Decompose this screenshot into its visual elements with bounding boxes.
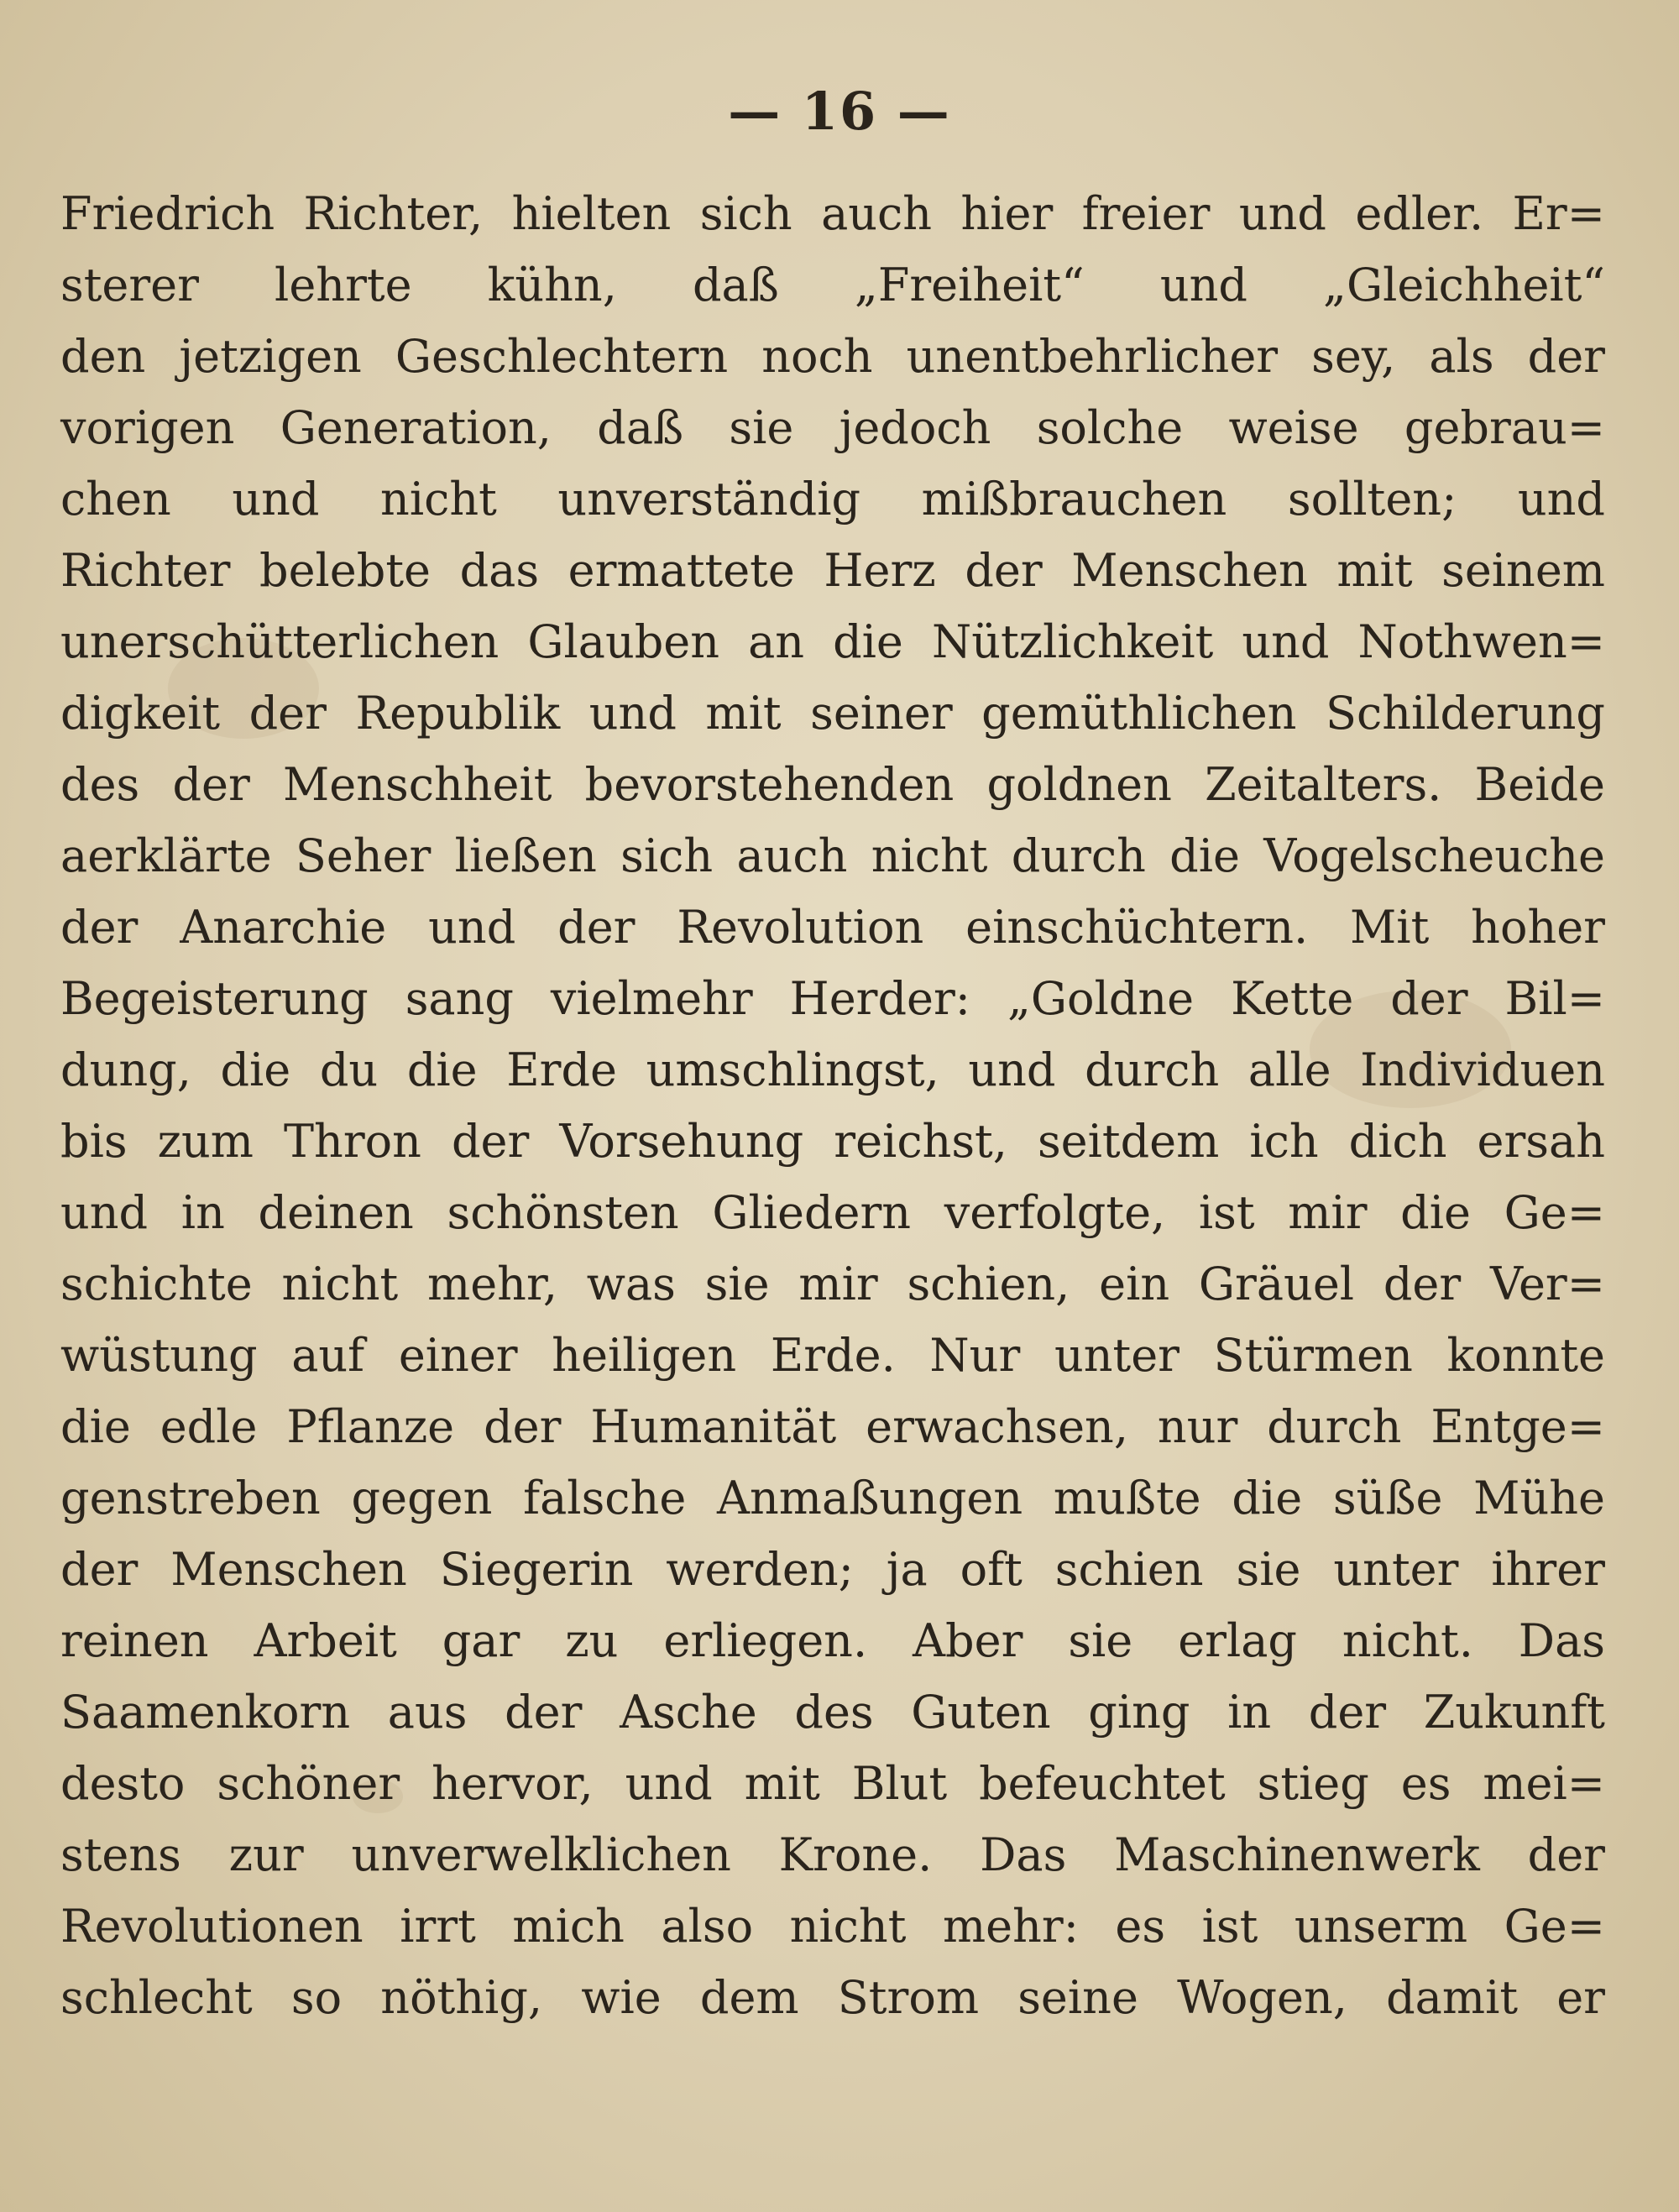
text-line: dung, die du die Erde umschlingst, und durch alle Individuen [60,1043,1605,1096]
text-line: genstreben gegen falsche Anmaßungen mußte die süße Mühe [60,1472,1605,1524]
page-number: — 16 — [728,81,951,142]
text-line: Saamenkorn aus der Asche des Guten ging in der Zukunft [60,1686,1605,1739]
text-line: Revolutionen irrt mich also nicht mehr: es ist unserm Ge= [60,1900,1605,1953]
text-line: und in deinen schönsten Gliedern verfolgte, ist mir die Ge= [60,1186,1605,1239]
text-line: Friedrich Richter, hielten sich auch hier freier und edler. Er= [60,187,1605,240]
text-line: wüstung auf einer heiligen Erde. Nur unter Stürmen konnte [60,1329,1605,1382]
text-line: digkeit der Republik und mit seiner gemüthlichen Schilderung [60,687,1605,740]
text-line: des der Menschheit bevorstehenden goldnen Zeitalters. Beide [60,758,1605,811]
text-line: den jetzigen Geschlechtern noch unentbehrlicher sey, als der [60,330,1605,383]
text-line: Richter belebte das ermattete Herz der Menschen mit seinem [60,544,1605,597]
text-line: sterer lehrte kühn, daß „Freiheit“ und „Gleichheit“ [60,259,1605,311]
text-line: desto schöner hervor, und mit Blut befeuchtet stieg es mei= [60,1757,1605,1810]
text-line: schlecht so nöthig, wie dem Strom seine Wogen, damit er [60,1971,1605,2024]
text-line: Begeisterung sang vielmehr Herder: „Goldne Kette der Bil= [60,972,1605,1025]
text-line: aerklärte Seher ließen sich auch nicht durch die Vogelscheuche [60,829,1605,882]
text-line: bis zum Thron der Vorsehung reichst, seitdem ich dich ersah [60,1115,1605,1168]
text-line: stens zur unverwelklichen Krone. Das Maschinenwerk der [60,1828,1605,1881]
text-line: der Menschen Siegerin werden; ja oft schien sie unter ihrer [60,1543,1605,1596]
text-line: chen und nicht unverständig mißbrauchen sollten; und [60,473,1605,526]
body-text [60,178,1605,2033]
text-line: die edle Pflanze der Humanität erwachsen, nur durch Entge= [60,1400,1605,1453]
text-line: vorigen Generation, daß sie jedoch solche weise gebrau= [60,401,1605,454]
text-line: schichte nicht mehr, was sie mir schien, ein Gräuel der Ver= [60,1258,1605,1310]
text-line: der Anarchie und der Revolution einschüchtern. Mit hoher [60,901,1605,954]
text-line: reinen Arbeit gar zu erliegen. Aber sie erlag nicht. Das [60,1614,1605,1667]
text-line: unerschütterlichen Glauben an die Nützlichkeit und Nothwen= [60,615,1605,668]
